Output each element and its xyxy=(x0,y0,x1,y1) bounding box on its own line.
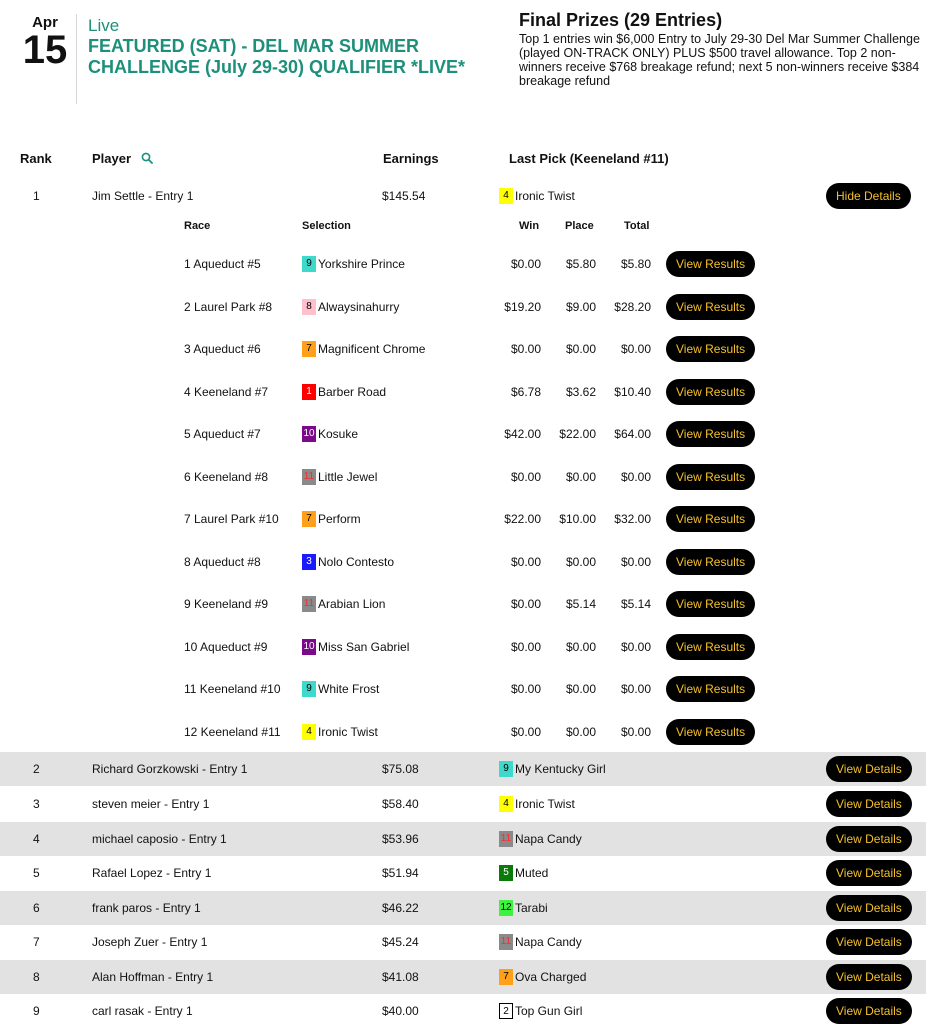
horse-name: Arabian Lion xyxy=(318,597,386,611)
win-amount: $0.00 xyxy=(510,554,541,569)
saddle-cloth-badge: 8 xyxy=(302,299,316,315)
leaderboard-row xyxy=(0,822,926,856)
selection-cell xyxy=(302,413,358,455)
detail-row xyxy=(0,711,926,753)
view-results-button[interactable]: View Results xyxy=(666,379,755,405)
saddle-cloth-badge: 4 xyxy=(499,796,513,812)
last-pick-cell xyxy=(499,822,582,856)
player-name[interactable]: Joseph Zuer - Entry 1 xyxy=(92,935,208,949)
leaderboard-row xyxy=(0,856,926,890)
header-divider xyxy=(76,14,77,104)
view-details-button[interactable]: View Details xyxy=(826,964,912,990)
saddle-cloth-badge: 7 xyxy=(302,511,316,527)
date-day: 15 xyxy=(22,28,68,72)
detail-row xyxy=(0,498,926,540)
prizes-description: Top 1 entries win $6,000 Entry to July 29-30 Del Mar Summer Challenge (played ON-TRACK ONLY) PLUS $500 travel allowance. Top 2 non-winners receive $768 breakage refund; next 5 non-winners receive $384 breakage refund xyxy=(519,32,920,88)
place-amount: $10.00 xyxy=(559,512,596,526)
saddle-cloth-badge: 4 xyxy=(302,724,316,740)
earnings-cell: $53.96 xyxy=(382,832,419,846)
detail-row xyxy=(0,626,926,668)
detail-row xyxy=(0,583,926,625)
selection-cell xyxy=(302,328,425,370)
win-amount: $0.00 xyxy=(510,639,541,654)
win-amount: $0.00 xyxy=(510,469,541,484)
earnings-cell: $46.22 xyxy=(382,901,419,915)
win-amount: $0.00 xyxy=(510,724,541,739)
saddle-cloth-badge: 4 xyxy=(499,188,513,204)
saddle-cloth-badge: 2 xyxy=(499,1003,513,1019)
place-amount: $3.62 xyxy=(565,384,596,399)
win-amount: $0.00 xyxy=(510,342,541,356)
detail-row xyxy=(0,328,926,370)
total-column-header: Total xyxy=(624,220,650,232)
pick-horse-name: Top Gun Girl xyxy=(515,1004,583,1018)
selection-cell xyxy=(302,711,378,753)
rank-cell: 7 xyxy=(33,935,40,949)
place-amount: $0.00 xyxy=(565,554,596,569)
player-name[interactable]: michael caposio - Entry 1 xyxy=(92,832,227,846)
horse-name: Ironic Twist xyxy=(318,724,378,739)
saddle-cloth-badge: 3 xyxy=(302,554,316,570)
last-pick-cell xyxy=(499,960,586,994)
place-amount: $5.80 xyxy=(565,257,596,271)
saddle-cloth-badge: 10 xyxy=(302,639,316,655)
view-details-button[interactable]: View Details xyxy=(826,998,912,1024)
race-name: 11 Keeneland #10 xyxy=(184,682,281,696)
total-amount: $10.40 xyxy=(614,384,651,399)
saddle-cloth-badge: 1 xyxy=(302,384,316,400)
horse-name: Barber Road xyxy=(318,384,387,399)
player-name[interactable]: Richard Gorzkowski - Entry 1 xyxy=(92,762,248,776)
last-pick-column-header: Last Pick (Keeneland #11) xyxy=(509,151,669,166)
leaderboard-row xyxy=(0,925,926,959)
prizes-block xyxy=(519,10,924,88)
view-details-button[interactable]: View Details xyxy=(826,756,912,782)
place-column-header: Place xyxy=(565,220,594,232)
rank-cell: 6 xyxy=(33,901,40,915)
selection-cell xyxy=(302,583,385,625)
player-column-label: Player xyxy=(92,151,132,166)
total-amount: $0.00 xyxy=(620,469,651,484)
prizes-heading: Final Prizes (29 Entries) xyxy=(519,10,723,30)
player-name[interactable]: frank paros - Entry 1 xyxy=(92,901,201,915)
leaderboard-row xyxy=(0,994,926,1028)
player-name[interactable]: Rafael Lopez - Entry 1 xyxy=(92,866,212,880)
selection-cell xyxy=(302,243,405,285)
last-pick-cell xyxy=(499,994,582,1028)
saddle-cloth-badge: 7 xyxy=(499,969,513,985)
race-name: 4 Keeneland #7 xyxy=(184,384,269,399)
pick-horse-name: Ironic Twist xyxy=(515,797,575,811)
race-name: 7 Laurel Park #10 xyxy=(184,512,279,526)
horse-name: White Frost xyxy=(318,682,380,696)
selection-cell xyxy=(302,286,399,328)
place-amount: $0.00 xyxy=(565,724,596,739)
leaderboard-row xyxy=(0,752,926,786)
race-name: 10 Aqueduct #9 xyxy=(184,639,268,654)
race-name: 5 Aqueduct #7 xyxy=(184,427,261,441)
pick-horse-name: My Kentucky Girl xyxy=(515,762,606,776)
win-amount: $42.00 xyxy=(504,427,541,441)
rank-cell: 3 xyxy=(33,797,40,811)
pick-horse-name: Napa Candy xyxy=(515,935,582,949)
hide-details-button[interactable]: Hide Details xyxy=(826,183,911,209)
detail-row xyxy=(0,243,926,285)
earnings-column-header: Earnings xyxy=(383,151,439,166)
player-column-header[interactable] xyxy=(92,151,153,167)
horse-name: Miss San Gabriel xyxy=(318,639,410,654)
last-pick-cell xyxy=(499,856,548,890)
contest-header xyxy=(0,0,926,110)
view-results-button[interactable]: View Results xyxy=(666,294,755,320)
search-icon[interactable] xyxy=(141,152,153,167)
rank-cell: 2 xyxy=(33,762,40,776)
view-results-button[interactable]: View Results xyxy=(666,634,755,660)
win-amount: $0.00 xyxy=(510,682,541,696)
race-column-header: Race xyxy=(184,220,211,232)
detail-row xyxy=(0,668,926,710)
last-pick-cell xyxy=(499,925,582,959)
win-amount: $0.00 xyxy=(510,257,541,271)
win-amount: $22.00 xyxy=(504,512,541,526)
earnings-cell: $45.24 xyxy=(382,935,419,949)
detail-row xyxy=(0,541,926,583)
last-pick-cell xyxy=(499,787,575,821)
view-results-button[interactable]: View Results xyxy=(666,464,755,490)
pick-horse-name: Ova Charged xyxy=(515,970,587,984)
horse-name: Nolo Contesto xyxy=(318,554,395,569)
view-results-button[interactable]: View Results xyxy=(666,549,755,575)
saddle-cloth-badge: 11 xyxy=(302,596,316,612)
earnings-cell: $75.08 xyxy=(382,762,419,776)
horse-name: Perform xyxy=(318,512,361,526)
pick-horse-name: Napa Candy xyxy=(515,832,582,846)
horse-name: Little Jewel xyxy=(318,469,378,484)
detail-row xyxy=(0,371,926,413)
last-pick-cell xyxy=(499,752,606,786)
rank-cell: 5 xyxy=(33,866,40,880)
pick-horse-name: Tarabi xyxy=(515,901,548,915)
date-month: Apr xyxy=(32,14,58,31)
player-name[interactable]: Alan Hoffman - Entry 1 xyxy=(92,970,214,984)
selection-cell xyxy=(302,626,409,668)
place-amount: $0.00 xyxy=(565,639,596,654)
earnings-cell: $40.00 xyxy=(382,1004,419,1018)
player-name[interactable]: Jim Settle - Entry 1 xyxy=(92,189,194,203)
saddle-cloth-badge: 9 xyxy=(302,681,316,697)
total-amount: $0.00 xyxy=(620,554,651,569)
saddle-cloth-badge: 10 xyxy=(302,426,316,442)
detail-row xyxy=(0,456,926,498)
saddle-cloth-badge: 11 xyxy=(499,934,513,950)
earnings-cell: $51.94 xyxy=(382,866,419,880)
total-amount: $0.00 xyxy=(620,342,651,356)
view-results-button[interactable]: View Results xyxy=(666,676,755,702)
saddle-cloth-badge: 11 xyxy=(302,469,316,485)
player-name[interactable]: steven meier - Entry 1 xyxy=(92,797,210,811)
leaderboard-row xyxy=(0,787,926,821)
horse-name: Kosuke xyxy=(318,427,359,441)
detail-row xyxy=(0,286,926,328)
place-amount: $9.00 xyxy=(565,299,596,314)
pick-horse-name: Ironic Twist xyxy=(515,189,575,203)
horse-name: Yorkshire Prince xyxy=(318,257,405,271)
view-results-button[interactable]: View Results xyxy=(666,506,755,532)
rank-cell: 4 xyxy=(33,832,40,846)
win-amount: $19.20 xyxy=(504,299,541,314)
contest-date xyxy=(20,14,70,72)
view-results-button[interactable]: View Results xyxy=(666,336,755,362)
race-name: 1 Aqueduct #5 xyxy=(184,257,261,271)
selection-cell xyxy=(302,541,394,583)
place-amount: $22.00 xyxy=(559,427,596,441)
total-amount: $64.00 xyxy=(614,427,651,441)
total-amount: $28.20 xyxy=(614,299,651,314)
race-name: 12 Keeneland #11 xyxy=(184,724,281,739)
last-pick-cell xyxy=(499,891,548,925)
rank-cell: 1 xyxy=(33,189,40,203)
view-details-button[interactable]: View Details xyxy=(826,791,912,817)
contest-status: Live xyxy=(88,16,120,35)
saddle-cloth-badge: 12 xyxy=(499,900,513,916)
earnings-cell: $41.08 xyxy=(382,970,419,984)
view-results-button[interactable]: View Results xyxy=(666,251,755,277)
saddle-cloth-badge: 11 xyxy=(499,831,513,847)
leaderboard-row xyxy=(0,960,926,994)
view-details-button[interactable]: View Details xyxy=(826,895,912,921)
selection-cell xyxy=(302,498,361,540)
win-amount: $6.78 xyxy=(510,384,541,399)
total-amount: $5.14 xyxy=(620,597,651,611)
leaderboard-row xyxy=(0,891,926,925)
saddle-cloth-badge: 9 xyxy=(302,256,316,272)
selection-cell xyxy=(302,668,379,710)
place-amount: $0.00 xyxy=(565,682,596,696)
contest-title: FEATURED (SAT) - DEL MAR SUMMER CHALLENGE (July 29-30) QUALIFIER *LIVE* xyxy=(88,36,466,77)
horse-name: Alwaysinahurry xyxy=(318,299,400,314)
race-name: 8 Aqueduct #8 xyxy=(184,554,261,569)
player-name[interactable]: carl rasak - Entry 1 xyxy=(92,1004,193,1018)
total-amount: $0.00 xyxy=(620,682,651,696)
view-results-button[interactable]: View Results xyxy=(666,591,755,617)
total-amount: $5.80 xyxy=(620,257,651,271)
win-column-header: Win xyxy=(519,220,540,232)
detail-row xyxy=(0,413,926,455)
selection-cell xyxy=(302,456,377,498)
race-name: 6 Keeneland #8 xyxy=(184,469,269,484)
rank-column-header: Rank xyxy=(20,151,52,166)
place-amount: $5.14 xyxy=(565,597,596,611)
total-amount: $0.00 xyxy=(620,639,651,654)
saddle-cloth-badge: 5 xyxy=(499,865,513,881)
horse-name: Magnificent Chrome xyxy=(318,342,426,356)
saddle-cloth-badge: 9 xyxy=(499,761,513,777)
pick-horse-name: Muted xyxy=(515,866,549,880)
leaderboard-row xyxy=(0,179,926,213)
rank-cell: 8 xyxy=(33,970,40,984)
place-amount: $0.00 xyxy=(565,342,596,356)
earnings-cell: $145.54 xyxy=(382,189,426,203)
race-name: 3 Aqueduct #6 xyxy=(184,342,261,356)
view-results-button[interactable]: View Results xyxy=(666,719,755,745)
earnings-cell: $58.40 xyxy=(382,797,419,811)
last-pick-cell xyxy=(499,179,575,213)
total-amount: $32.00 xyxy=(614,512,651,526)
rank-cell: 9 xyxy=(33,1004,40,1018)
view-details-button[interactable]: View Details xyxy=(826,860,912,886)
total-amount: $0.00 xyxy=(620,724,651,739)
race-name: 9 Keeneland #9 xyxy=(184,597,269,611)
selection-cell xyxy=(302,371,386,413)
view-details-button[interactable]: View Details xyxy=(826,826,912,852)
selection-column-header: Selection xyxy=(302,220,351,232)
contest-title-block xyxy=(88,16,498,78)
saddle-cloth-badge: 7 xyxy=(302,341,316,357)
win-amount: $0.00 xyxy=(510,597,541,611)
view-details-button[interactable]: View Details xyxy=(826,929,912,955)
place-amount: $0.00 xyxy=(565,469,596,484)
view-results-button[interactable]: View Results xyxy=(666,421,755,447)
race-name: 2 Laurel Park #8 xyxy=(184,299,273,314)
